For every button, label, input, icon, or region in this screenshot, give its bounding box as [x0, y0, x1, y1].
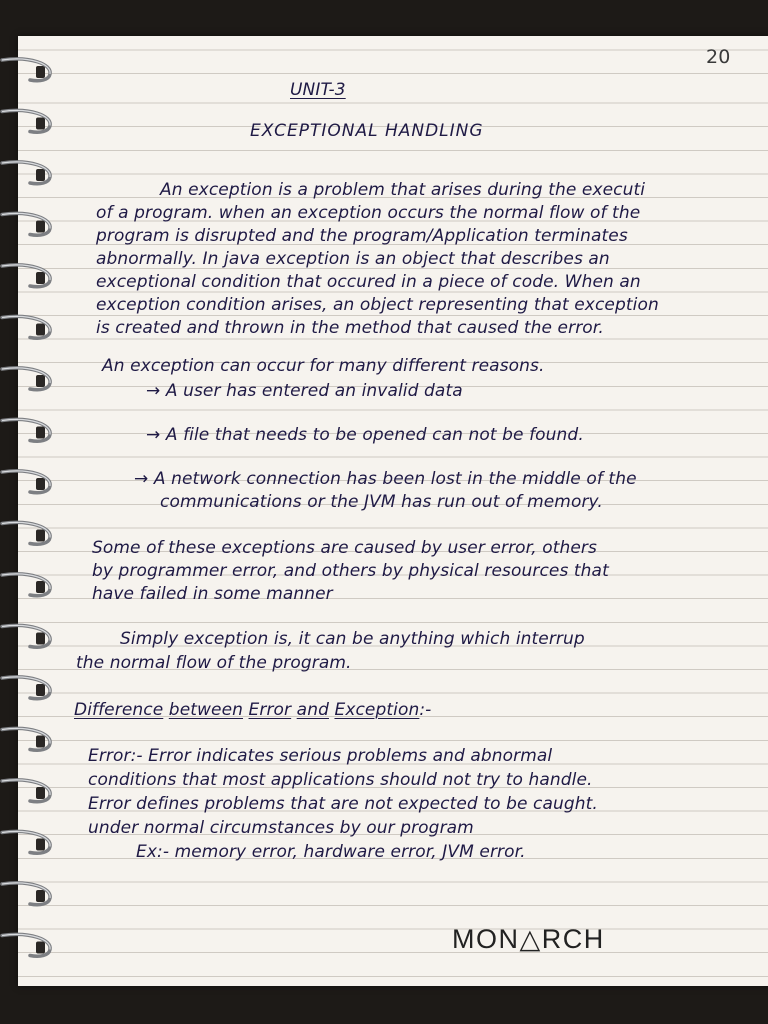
spiral-ring: [2, 419, 50, 441]
spiral-ring: [2, 728, 50, 750]
spiral-ring: [2, 162, 50, 184]
reasons-intro: An exception can occur for many different reasons.: [102, 356, 545, 376]
heading-word: between: [168, 700, 244, 720]
spiral-ring: [2, 934, 50, 956]
paragraph-line: exceptional condition that occured in a piece of code. When an: [96, 272, 641, 292]
spiral-ring: [2, 110, 50, 132]
spiral-ring: [2, 780, 50, 802]
paragraph-line: conditions that most applications should not try to handle.: [88, 770, 593, 790]
reason-item: → A network connection has been lost in the middle of the: [134, 469, 637, 489]
heading-word: :-: [419, 700, 432, 720]
spiral-ring: [2, 213, 50, 235]
heading-word: Error: [248, 700, 292, 720]
heading-word: and: [296, 700, 329, 720]
spiral-ring: [2, 316, 50, 338]
spiral-ring: [2, 522, 50, 544]
spiral-ring: [2, 574, 50, 596]
spiral-ring: [2, 883, 50, 905]
page-number: 20: [706, 46, 731, 68]
paragraph-line: exception condition arises, an object representing that exception: [96, 295, 659, 315]
paragraph-line: Simply exception is, it can be anything which interrup: [120, 629, 585, 649]
reason-item-continued: communications or the JVM has run out of memory.: [160, 492, 603, 512]
spiral-ring: [2, 59, 50, 81]
paragraph-line: Some of these exceptions are caused by user error, others: [92, 538, 597, 558]
paragraph-line: abnormally. In java exception is an object that describes an: [96, 249, 610, 269]
paragraph-line: of a program. when an exception occurs the normal flow of the: [96, 203, 641, 223]
error-example: Ex:- memory error, hardware error, JVM error.: [136, 842, 526, 862]
difference-heading: [74, 700, 431, 720]
paragraph-line: An exception is a problem that arises during the executi: [160, 180, 646, 200]
heading-word: Exception: [334, 700, 420, 720]
unit-heading: UNIT-3: [290, 80, 346, 100]
spiral-ring: [2, 677, 50, 699]
paragraph-line: Error:- Error indicates serious problems and abnormal: [88, 746, 553, 766]
spiral-ring: [2, 368, 50, 390]
paragraph-line: have failed in some manner: [92, 584, 333, 604]
spiral-ring: [2, 625, 50, 647]
spiral-binding: [0, 40, 70, 970]
paragraph-line: is created and thrown in the method that caused the error.: [96, 318, 604, 338]
paragraph-line: the normal flow of the program.: [76, 653, 352, 673]
paragraph-line: under normal circumstances by our program: [88, 818, 474, 838]
heading-word: Difference: [74, 700, 164, 720]
paragraph-line: program is disrupted and the program/Application terminates: [96, 226, 628, 246]
paragraph-line: by programmer error, and others by physical resources that: [92, 561, 609, 581]
reason-item: → A user has entered an invalid data: [146, 381, 463, 401]
spiral-ring: [2, 471, 50, 493]
spiral-ring: [2, 831, 50, 853]
brand-logo: MON△RCH: [452, 924, 605, 954]
reason-item: → A file that needs to be opened can not be found.: [146, 425, 584, 445]
page-title: EXCEPTIONAL HANDLING: [250, 121, 484, 141]
spiral-ring: [2, 265, 50, 287]
paragraph-line: Error defines problems that are not expected to be caught.: [88, 794, 598, 814]
